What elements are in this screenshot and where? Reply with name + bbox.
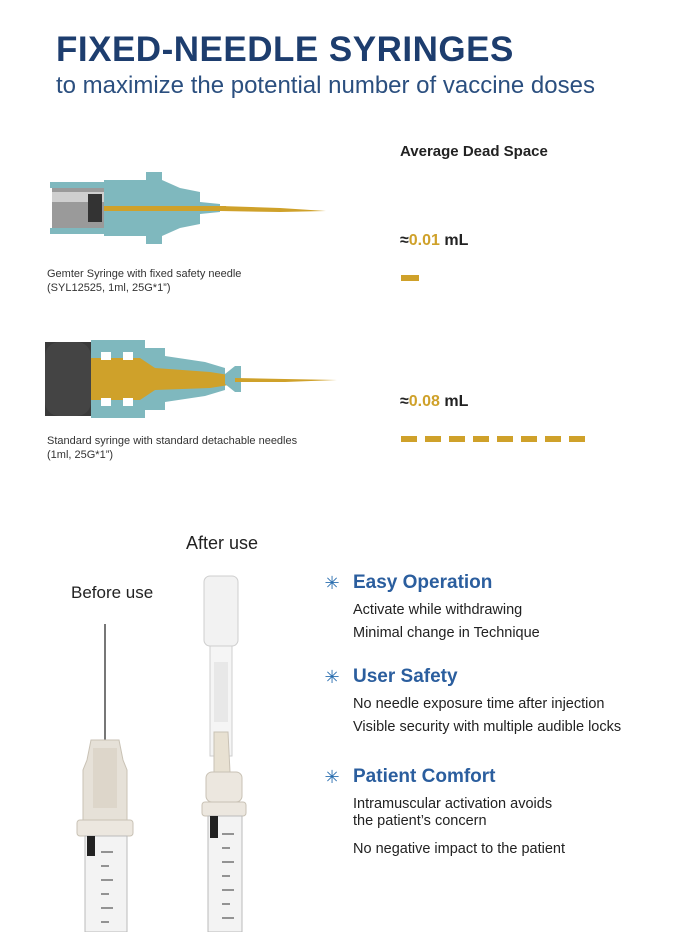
- caption-line: Gemter Syringe with fixed safety needle: [47, 268, 242, 280]
- dash-segment: [545, 436, 561, 442]
- before-use-label: Before use: [71, 583, 154, 602]
- feature-title: Easy Operation: [353, 572, 493, 593]
- dose-value: 0.01: [408, 232, 440, 249]
- dead-space-bar-fixed: [401, 275, 419, 281]
- dash-segment: [497, 436, 513, 442]
- caption-line: Standard syringe with standard detachable needles: [47, 435, 298, 447]
- asterisk-icon: ✳: [324, 572, 340, 593]
- fixed-syringe-caption: [47, 267, 241, 295]
- feature-line: the patient’s concern: [353, 813, 487, 829]
- feature-title: Patient Comfort: [353, 766, 496, 787]
- dash-segment: [449, 436, 465, 442]
- before-use-syringe-image: [65, 620, 155, 932]
- after-use-label: After use: [186, 533, 259, 553]
- asterisk-icon: ✳: [324, 666, 340, 687]
- asterisk-icon: ✳: [324, 766, 340, 787]
- dash-segment: [569, 436, 585, 442]
- page-title: FIXED-NEEDLE SYRINGES: [56, 30, 514, 69]
- dash-segment: [521, 436, 537, 442]
- fixed-needle-syringe-diagram: [50, 172, 340, 252]
- feature-line: Minimal change in Technique: [353, 625, 540, 641]
- dash-segment: [425, 436, 441, 442]
- after-use-syringe-image: [190, 572, 270, 932]
- feature-patient-comfort: [323, 766, 565, 857]
- dash-segment: [401, 436, 417, 442]
- standard-syringe-diagram: [45, 340, 340, 420]
- feature-line: No needle exposure time after injection: [353, 696, 605, 712]
- feature-title: User Safety: [353, 666, 458, 687]
- feature-line: Activate while withdrawing: [353, 602, 523, 618]
- dead-space-heading: Average Dead Space: [400, 143, 548, 160]
- feature-line: Visible security with multiple audible locks: [353, 719, 622, 735]
- dead-space-value-standard: ≈0.08 mL: [400, 393, 469, 410]
- feature-easy-operation: [323, 572, 540, 641]
- dose-unit: mL: [439, 232, 469, 249]
- feature-line: No negative impact to the patient: [353, 841, 565, 857]
- standard-syringe-caption: [47, 434, 297, 462]
- dose-value: 0.08: [408, 393, 440, 410]
- feature-user-safety: [323, 666, 621, 735]
- page-subtitle: to maximize the potential number of vaccine doses: [56, 72, 595, 99]
- feature-line: Intramuscular activation avoids: [353, 796, 553, 812]
- dead-space-value-fixed: ≈0.01 mL: [400, 232, 469, 249]
- caption-line: (SYL12525, 1ml, 25G*1”): [47, 282, 171, 294]
- dose-unit: mL: [439, 393, 469, 410]
- dead-space-bar-standard: [401, 436, 585, 442]
- caption-line: (1ml, 25G*1”): [47, 449, 114, 461]
- dash-segment: [473, 436, 489, 442]
